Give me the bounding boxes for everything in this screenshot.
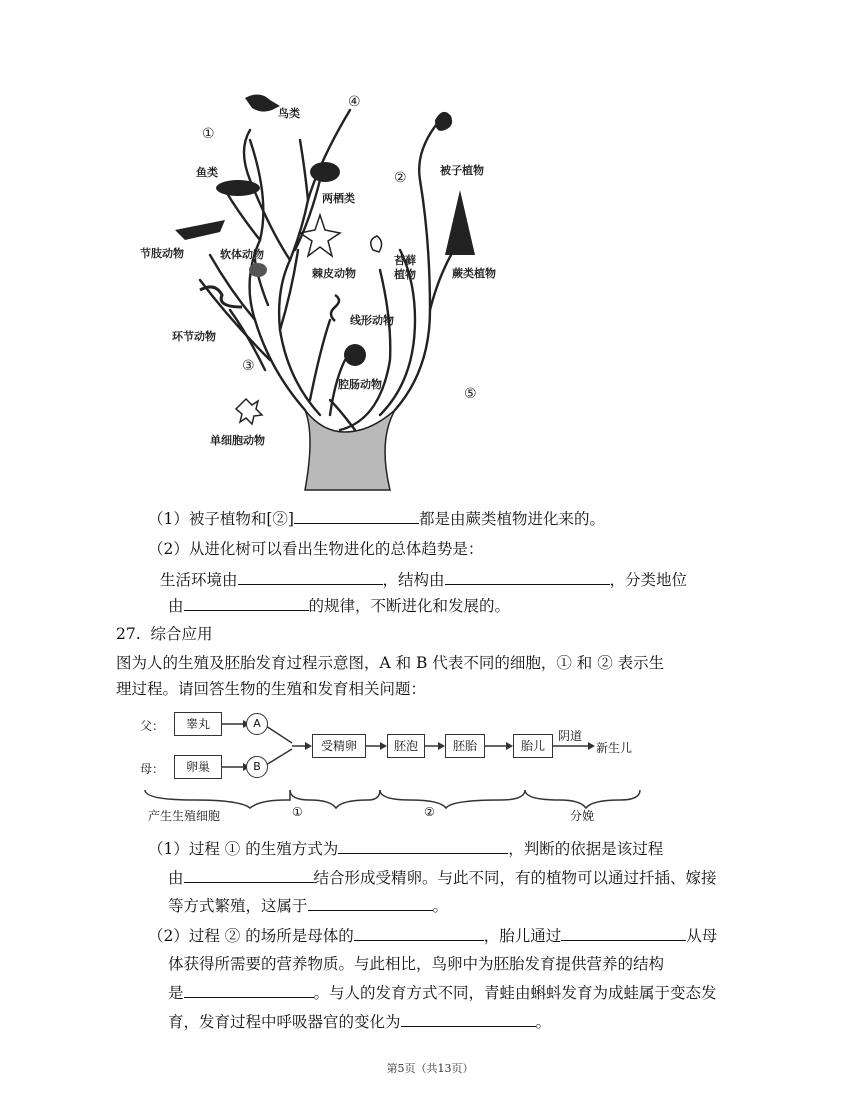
q26-part2: （2）从进化树可以看出生物进化的总体趋势是：	[148, 540, 484, 558]
question-title: 综合应用	[150, 625, 213, 643]
q27-q1-line3	[168, 894, 448, 917]
evolution-tree-figure	[130, 80, 530, 500]
testis-box: 睾丸	[174, 712, 222, 736]
mollusk-glyph	[249, 263, 267, 277]
q27-q1-line1	[148, 837, 663, 860]
answer-blank[interactable]	[338, 837, 508, 854]
tree-branch	[225, 190, 260, 240]
cell-a-circle: A	[246, 713, 268, 735]
q26-p1-text-a: （1）被子植物和[②]	[148, 510, 294, 528]
stage-process-2: ②	[424, 805, 435, 819]
answer-blank[interactable]	[445, 568, 610, 585]
fern-glyph	[445, 190, 475, 255]
q26-part2-line2	[168, 594, 510, 617]
vagina-label: 阴道	[558, 729, 583, 743]
answer-blank[interactable]	[294, 507, 419, 524]
reproduction-flow-diagram	[140, 705, 650, 823]
q26-p3-text-a: 生活环境由	[160, 571, 238, 589]
label-mosses-1: 苔藓	[394, 254, 416, 267]
stage-produce-cells: 产生生殖细胞	[148, 809, 221, 823]
tree-branch	[244, 130, 290, 260]
label-mollusks: 软体动物	[220, 248, 264, 261]
q26-part1	[148, 507, 605, 530]
label-fish: 鱼类	[196, 166, 218, 179]
father-label: 父：	[140, 719, 165, 733]
answer-blank[interactable]	[184, 866, 314, 883]
q27-q2-text-b: ，胎儿通过	[483, 927, 562, 945]
label-amphibians: 两栖类	[322, 192, 355, 205]
q27-q2-text-c: 从母	[686, 927, 718, 945]
moss-glyph	[371, 236, 382, 252]
flower-glyph	[435, 112, 452, 131]
q27-q2-line3	[168, 981, 717, 1004]
label-annelids: 环节动物	[172, 330, 216, 343]
label-branch-4: ④	[348, 94, 361, 110]
cnidarian-glyph	[344, 344, 366, 366]
tree-branch	[300, 140, 308, 200]
label-branch-2: ②	[394, 170, 407, 186]
q26-part2-line1	[160, 568, 687, 591]
q26-p4-text-a: 由	[168, 597, 184, 615]
question-number: 27.	[116, 625, 141, 643]
tree-branch	[330, 400, 355, 430]
q27-q2-text-f: 。与人的发育方式不同，青蛙由蝌蚪发育为成蛙属于变态发	[313, 984, 717, 1002]
label-branch-1: ①	[202, 126, 215, 142]
stage-birth: 分娩	[570, 809, 595, 823]
q27-intro-1: 图为人的生殖及胚胎发育过程示意图，A 和 B 代表不同的细胞，① 和 ② 表示生	[116, 654, 665, 672]
nematode-glyph	[331, 295, 339, 321]
q26-p4-text-b: 的规律，不断进化和发展的。	[308, 597, 511, 615]
stage-process-1: ①	[292, 805, 303, 819]
answer-blank[interactable]	[184, 981, 314, 998]
answer-blank[interactable]	[354, 924, 484, 941]
answer-blank[interactable]	[184, 594, 309, 611]
arthropod-glyph	[175, 220, 225, 240]
label-echinoderms: 棘皮动物	[312, 267, 356, 280]
tree-branch	[310, 320, 330, 400]
embryo-box: 胚胎	[445, 734, 485, 758]
q26-p3-text-c: ，分类地位	[609, 571, 688, 589]
label-arthropods: 节肢动物	[140, 247, 184, 260]
q27-q1-text-c: 由	[168, 869, 184, 887]
label-nematodes: 线形动物	[350, 314, 394, 327]
label-mosses-2: 植物	[394, 268, 416, 281]
q27-intro-2: 理过程。请回答生物的生殖和发育相关问题：	[116, 680, 427, 698]
protozoa-glyph	[236, 399, 262, 424]
q26-p1-text-b: 都是由蕨类植物进化来的。	[418, 510, 605, 528]
q27-q1-text-e: 等方式繁殖，这属于	[168, 897, 308, 915]
q27-q1-text-f: 。	[432, 897, 449, 915]
label-protozoa: 单细胞动物	[210, 434, 265, 447]
page-footer: 第5页（共13页）	[386, 1062, 474, 1075]
label-cnidarians: 腔肠动物	[338, 378, 382, 391]
q27-q2-text-e: 是	[168, 984, 184, 1002]
label-ferns: 蕨类植物	[452, 267, 496, 280]
label-angiosperms: 被子植物	[440, 164, 484, 177]
tree-branch	[200, 280, 270, 360]
answer-blank[interactable]	[561, 924, 686, 941]
q27-q1-text-a: （1）过程 ① 的生殖方式为	[148, 840, 339, 858]
q27-q2-text-h: 。	[535, 1013, 552, 1031]
q27-heading	[116, 623, 213, 645]
ovary-box: 卵巢	[174, 755, 222, 779]
evolution-tree-drawing	[130, 80, 530, 500]
q27-q1-text-b: ，判断的依据是该过程	[508, 840, 664, 858]
label-birds: 鸟类	[278, 107, 300, 120]
q27-q2-line4	[168, 1010, 551, 1033]
q27-q1-line2	[168, 866, 717, 889]
frog-glyph	[310, 162, 340, 182]
newborn-label: 新生儿	[596, 741, 633, 755]
q27-q2-text-a: （2）过程 ② 的场所是母体的	[148, 927, 354, 945]
q27-q2-line1	[148, 924, 717, 947]
starfish-glyph	[300, 215, 340, 256]
answer-blank[interactable]	[308, 894, 433, 911]
mother-label: 母：	[140, 762, 165, 776]
blastocyst-box: 胚泡	[387, 734, 425, 758]
label-branch-5: ⑤	[464, 386, 477, 402]
answer-blank[interactable]	[238, 568, 383, 585]
cell-b-circle: B	[246, 756, 268, 778]
fetus-box: 胎儿	[513, 734, 553, 758]
label-branch-3: ③	[242, 358, 255, 374]
bird-glyph	[245, 94, 280, 111]
q26-p3-text-b: ，结构由	[382, 571, 445, 589]
q27-q1-text-d: 结合形成受精卵。与此不同，有的植物可以通过扦插、嫁接	[313, 869, 717, 887]
zygote-box: 受精卵	[312, 734, 366, 758]
tree-branch	[308, 110, 350, 200]
q27-q2-line2: 体获得所需要的营养物质。与此相比，鸟卵中为胚胎发育提供营养的结构	[168, 955, 665, 973]
fish-glyph	[216, 180, 260, 196]
q27-q2-text-g: 育，发育过程中呼吸器官的变化为	[168, 1013, 401, 1031]
answer-blank[interactable]	[401, 1010, 536, 1027]
